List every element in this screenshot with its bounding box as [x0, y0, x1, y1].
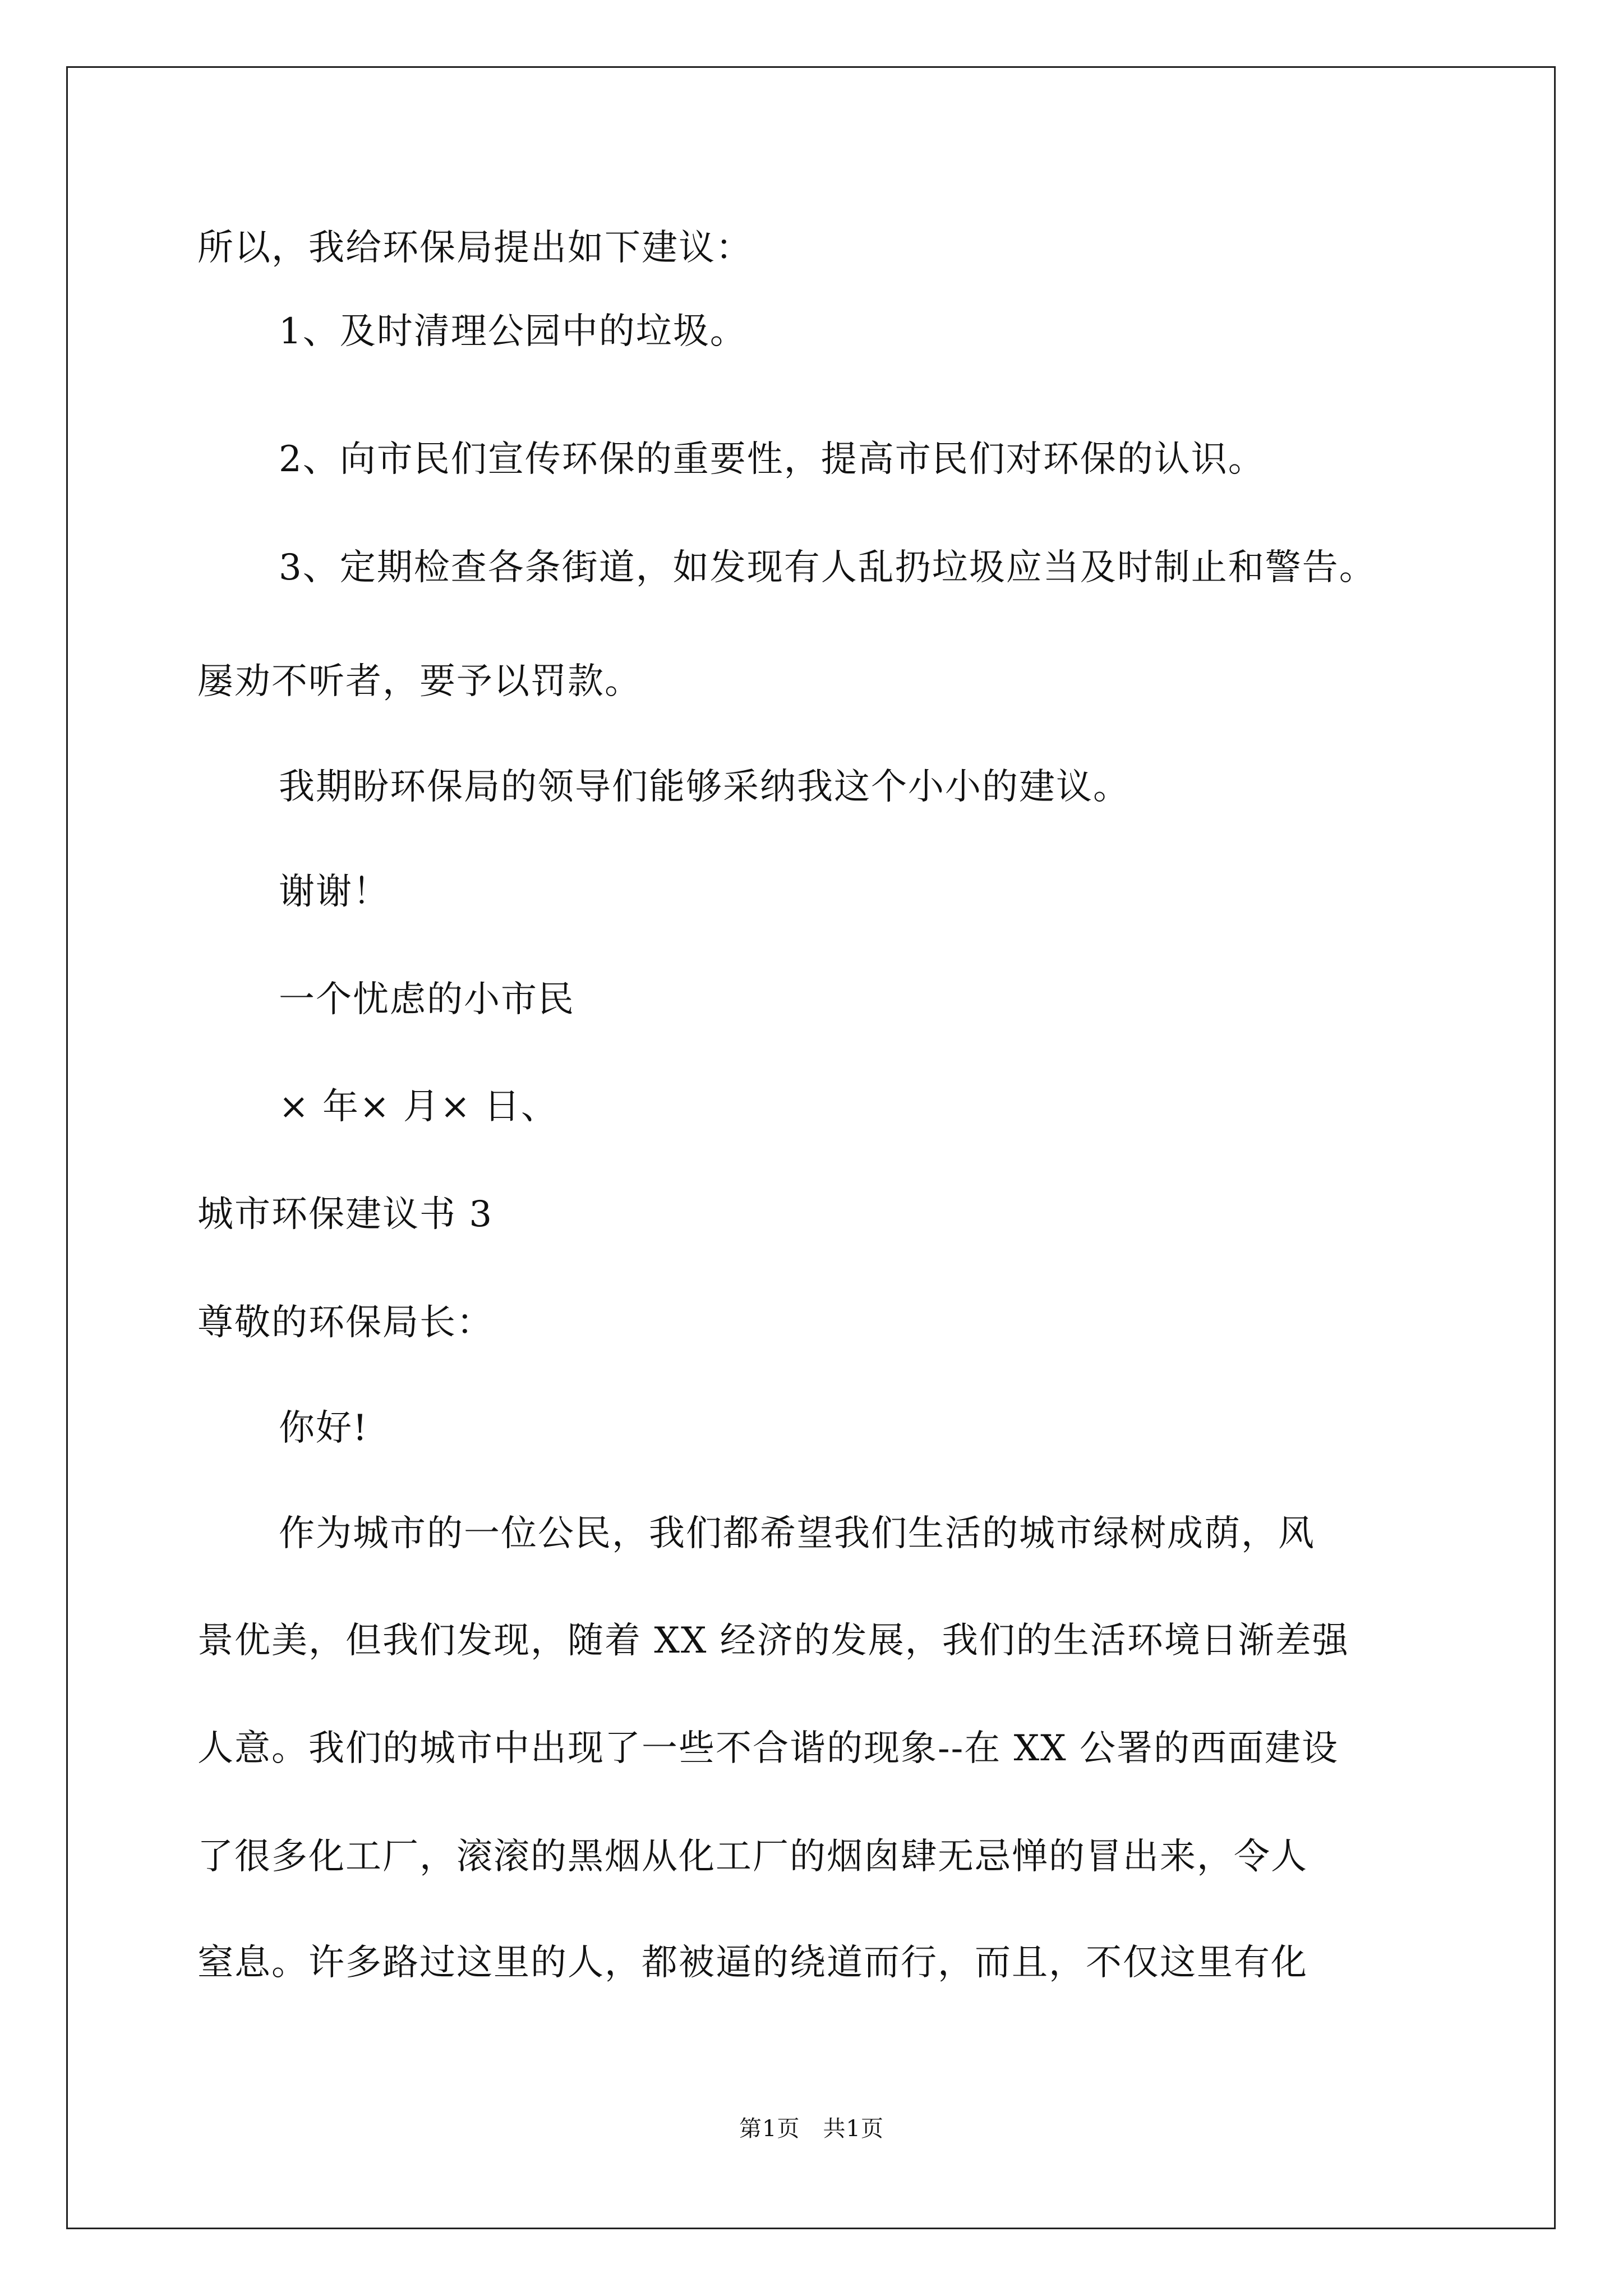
date-line: × 年× 月× 日、 — [279, 1086, 558, 1128]
signature: 一个忧虑的小市民 — [279, 979, 575, 1020]
body-paragraph-line-5: 窒息。许多路过这里的人，都被逼的绕道而行，而且，不仅这里有化 — [197, 1942, 1308, 1984]
suggestion-item-2: 2、向市民们宣传环保的重要性，提高市民们对环保的认识。 — [279, 439, 1265, 480]
body-paragraph-line-1: 作为城市的一位公民，我们都希望我们生活的城市绿树成荫，风 — [279, 1513, 1315, 1554]
suggestion-item-3-continued: 屡劝不听者，要予以罚款。 — [197, 661, 642, 702]
body-paragraph-line-2: 景优美，但我们发现，随着 XX 经济的发展，我们的生活环境日渐差强 — [197, 1620, 1349, 1662]
body-paragraph-line-3: 人意。我们的城市中出现了一些不合谐的现象--在 XX 公署的西面建设 — [197, 1728, 1339, 1769]
page-border — [66, 66, 1556, 2229]
greeting: 你好! — [279, 1407, 368, 1449]
paragraph-suggestion-intro: 所以，我给环保局提出如下建议： — [197, 227, 753, 269]
closing-thanks: 谢谢！ — [279, 871, 390, 913]
salutation: 尊敬的环保局长： — [197, 1302, 494, 1343]
closing-hope: 我期盼环保局的领导们能够采纳我这个小小的建议。 — [279, 766, 1130, 808]
suggestion-item-3: 3、定期检查各条街道，如发现有人乱扔垃圾应当及时制止和警告。 — [279, 547, 1376, 588]
suggestion-item-1: 1、及时清理公园中的垃圾。 — [279, 311, 747, 352]
body-paragraph-line-4: 了很多化工厂，滚滚的黑烟从化工厂的烟囱肆无忌惮的冒出来，令人 — [197, 1836, 1308, 1878]
page-footer: 第1页 共1页 — [739, 2116, 884, 2142]
section-title: 城市环保建议书 3 — [197, 1194, 494, 1235]
